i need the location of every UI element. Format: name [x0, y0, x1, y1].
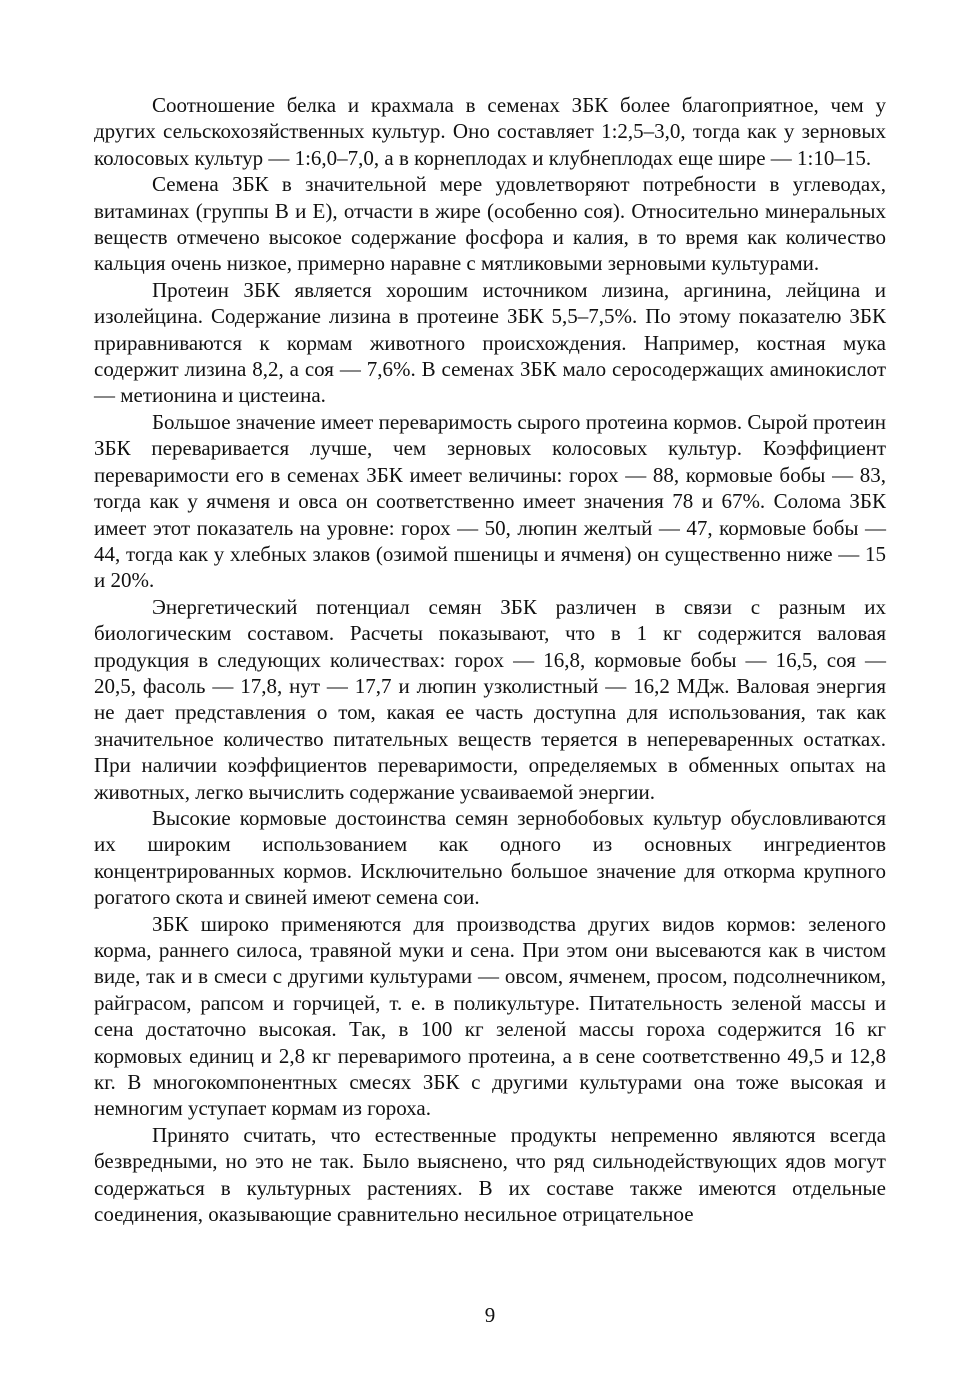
paragraph-green-fodder: ЗБК широко применяются для производства других видов кормов: зеленого корма, раннего силоса, травяной муки и сена. При этом они высеваются как в чистом виде, так и в смеси с другими культурами — овсом, ячменем, просом, подсолнечником, райграсом, рапсом и горчицей, т. е. в поликультуре. Питательность зеленой массы и сена достаточно высокая. Так, в 100 кг зеленой массы гороха содержится 16 кг кормовых единиц и 2,8 кг переваримого протеина, а в сене соответственно 49,5 и 12,8 кг. В многокомпонентных смесях ЗБК с другими культурами она тоже высокая и немногим уступает кормам из гороха. [94, 911, 886, 1121]
paragraph-feed-value: Высокие кормовые достоинства семян зернобобовых культур обусловливаются их широким использованием как одного из основных ингредиентов концентрированных кормов. Исключительно большое значение для откорма крупного рогатого скота и свиней имеют семена сои. [94, 805, 886, 910]
page-number: 9 [484, 1303, 496, 1327]
paragraph-protein-starch-ratio: Соотношение белка и крахмала в семенах ЗБК более благоприятное, чем у других сельскохозяйственных культур. Оно составляет 1:2,5–3,0, тогда как у зерновых колосовых культур — 1:6,0–7,0, а в корнеплодах и клубнеплодах еще шире — 1:10–15. [94, 93, 886, 170]
paragraph-natural-products: Принято считать, что естественные продукты непременно являются всегда безвредными, но это не так. Было выяснено, что ряд сильнодействующих ядов могут содержаться в культурных растениях. В их составе также имеются отдельные соединения, оказывающие сравнительно несильное отрицательное [94, 1122, 886, 1227]
paragraph-seed-nutrients: Семена ЗБК в значительной мере удовлетворяют потребности в углеводах, витаминах (группы B и E), отчасти в жире (особенно соя). Относительно минеральных веществ отмечено высокое содержание фосфора и калия, в то время как количество кальция очень низкое, примерно наравне с мятликовыми зерновыми культурами. [94, 172, 886, 276]
paragraph-protein-digestibility: Большое значение имеет переваримость сырого протеина кормов. Сырой протеин ЗБК переваривается лучше, чем зерновых колосовых культур. Коэффициент переваримости его в семенах ЗБК имеет величины: горох — 88, кормовые бобы — 83, тогда как у ячменя и овса он соответственно имеет значения 78 и 67%. Солома ЗБК имеет этот показатель на уровне: горох — 50, люпин желтый — 47, кормовые бобы — 44, тогда как у хлебных злаков (озимой пшеницы и ячменя) он существенно ниже — 15 и 20%. [94, 409, 886, 593]
paragraph-lysine-content: Протеин ЗБК является хорошим источником лизина, аргинина, лейцина и изолейцина. Содержание лизина в протеине ЗБК 5,5–7,5%. По этому показателю ЗБК приравниваются к кормам животного происхождения. Например, костная мука содержит лизина 8,2, а соя — 7,6%. В семенах ЗБК мало серосодержащих аминокислот — метионина и цистеина. [94, 277, 886, 408]
paragraph-energy-potential: Энергетический потенциал семян ЗБК различен в связи с разным их биологическим составом. Расчеты показывают, что в 1 кг содержится валовая продукция в следующих количествах: горох — 16,8, кормовые бобы — 16,5, соя — 20,5, фасоль — 17,8, нут — 17,7 и люпин узколистный — 16,2 МДж. Валовая энергия не дает представления о том, какая ее часть доступна для использования, так как значительное количество питательных веществ теряется в непереваренных остатках. При наличии коэффициентов переваримости, определяемых в обменных опытах на животных, легко вычислить содержание усваиваемой энергии. [94, 594, 886, 804]
document-page [94, 92, 886, 1227]
